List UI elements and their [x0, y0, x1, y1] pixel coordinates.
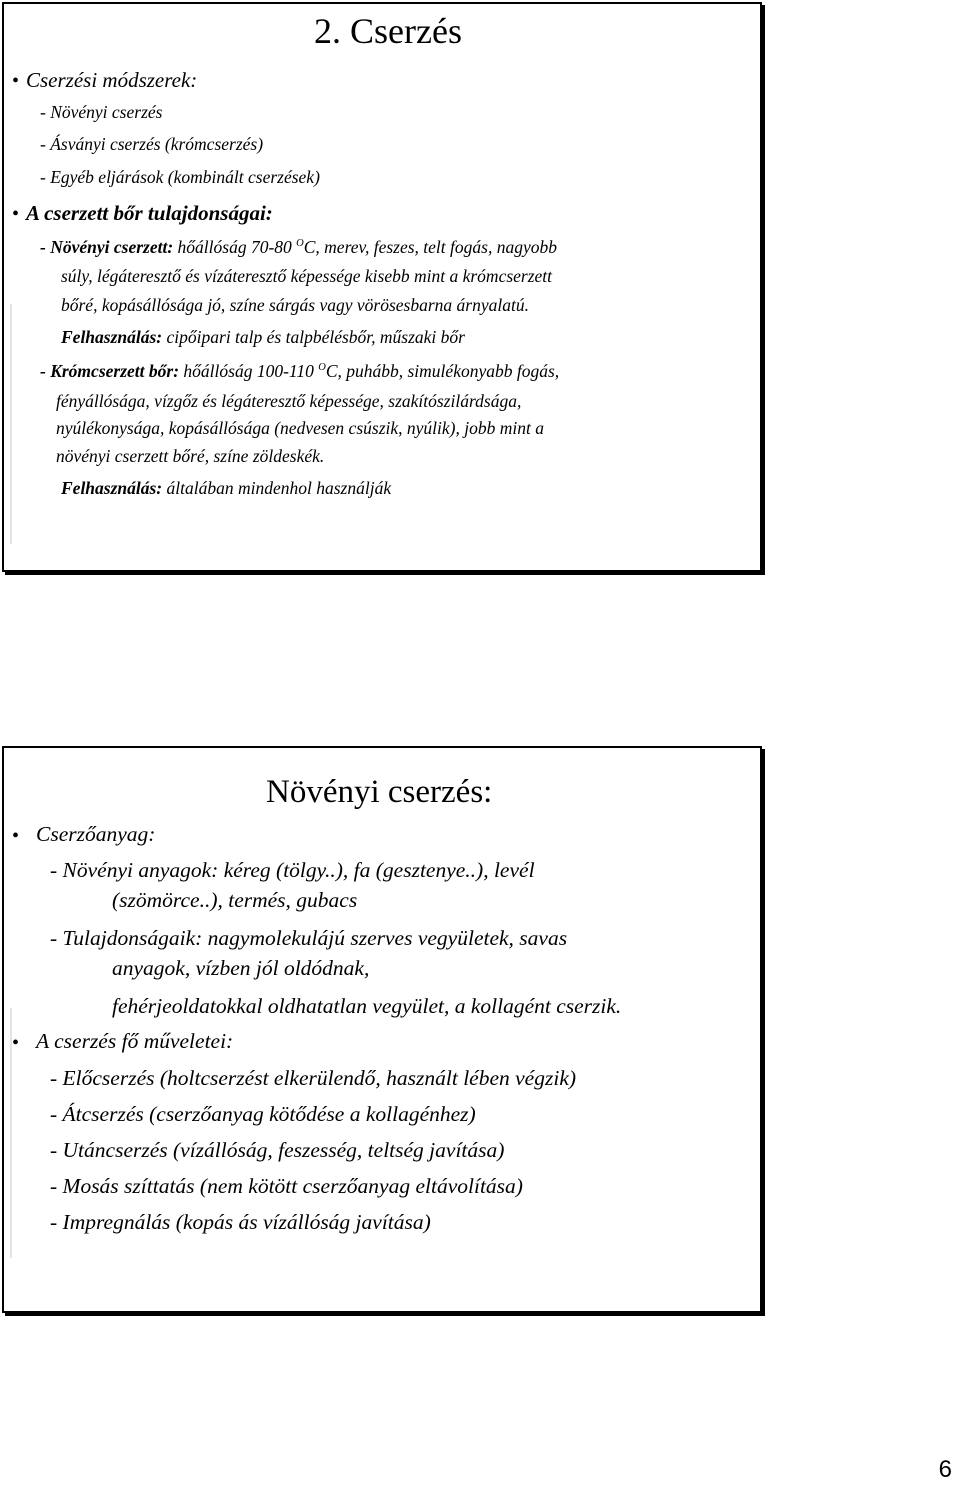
chrome-line-1	[40, 361, 559, 382]
operations-heading: A cserzés fő műveletei:	[36, 1029, 234, 1053]
bullet-icon: •	[12, 70, 20, 92]
operation-item: - Előcserzés (holtcserzést elkerülendő, használt lében végzik)	[50, 1066, 577, 1090]
chrome-line-3: nyúlékonysága, kopásállósága (nedvesen csúszik, nyúlik), jobb mint a	[56, 418, 544, 438]
materials-line-1: - Növényi anyagok: kéreg (tölgy..), fa (gesztenye..), levél	[50, 858, 535, 882]
bullet-icon: •	[12, 1032, 20, 1054]
bullet-icon: •	[12, 825, 20, 847]
bullet-icon: •	[12, 203, 20, 225]
vegetable-line-3: bőré, kopásállósága jó, színe sárgás vagy vörösesbarna árnyalatú.	[61, 295, 529, 315]
slide-cserzes	[2, 2, 762, 572]
properties-line-1: - Tulajdonságaik: nagymolekulájú szerves vegyületek, savas	[50, 926, 568, 950]
vegetable-text: hőállóság 70-80	[173, 237, 297, 257]
slide-title: Növényi cserzés:	[266, 774, 493, 810]
properties-line-2: anyagok, vízben jól oldódnak,	[112, 956, 370, 980]
usage-label: Felhasználás:	[61, 478, 163, 498]
method-item: - Egyéb eljárások (kombinált cserzések)	[40, 167, 320, 187]
chrome-line-4: növényi cserzett bőré, színe zöldeskék.	[56, 446, 325, 466]
usage-label: Felhasználás:	[61, 327, 163, 347]
slide-novenyi-cserzes	[2, 746, 762, 1313]
chrome-label: Krómcserzett bőr:	[50, 361, 180, 381]
vegetable-line-2: súly, légáteresztő és vízáteresztő képessége kisebb mint a krómcserzett	[61, 266, 553, 286]
vegetable-label: Növényi cserzett:	[50, 237, 174, 257]
materials-line-2: (szömörce..), termés, gubacs	[112, 888, 358, 912]
methods-heading: Cserzési módszerek:	[26, 68, 198, 92]
method-item: - Növényi cserzés	[40, 102, 163, 122]
usage-text: általában mindenhol használják	[162, 478, 392, 498]
vegetable-text: C, merev, feszes, telt fogás, nagyobb	[303, 237, 557, 257]
properties-heading: A cserzett bőr tulajdonságai:	[26, 201, 273, 225]
method-item: - Ásványi cserzés (krómcserzés)	[40, 134, 264, 154]
operation-item: - Átcserzés (cserzőanyag kötődése a kollagénhez)	[50, 1102, 476, 1126]
watermark-decoration	[10, 304, 40, 544]
vegetable-line-1	[40, 237, 557, 258]
dash: -	[40, 237, 51, 257]
properties-line-3: fehérjeoldatokkal oldhatatlan vegyület, a kollagént cserzik.	[112, 994, 622, 1018]
page-number: 6	[938, 1456, 952, 1483]
operation-item: - Impregnálás (kopás ás vízállóság javítása)	[50, 1210, 431, 1234]
slide-title: 2. Cserzés	[314, 11, 462, 51]
vegetable-usage	[61, 327, 465, 348]
chrome-text: C, puhább, simulékonyabb fogás,	[325, 361, 560, 381]
degree-sign: O	[296, 238, 304, 250]
degree-sign: O	[318, 362, 326, 374]
usage-text: cipőipari talp és talpbélésbőr, műszaki bőr	[162, 327, 465, 347]
chrome-line-2: fényállósága, vízgőz és légáteresztő képessége, szakítószilárdsága,	[56, 391, 522, 411]
chrome-usage	[61, 478, 391, 499]
chrome-text: hőállóság 100-110	[179, 361, 319, 381]
tanning-heading: Cserzőanyag:	[36, 822, 156, 846]
operation-item: - Mosás szíttatás (nem kötött cserzőanyag eltávolítása)	[50, 1174, 523, 1198]
dash: -	[40, 361, 51, 381]
operation-item: - Utáncserzés (vízállóság, feszesség, teltség javítása)	[50, 1138, 505, 1162]
